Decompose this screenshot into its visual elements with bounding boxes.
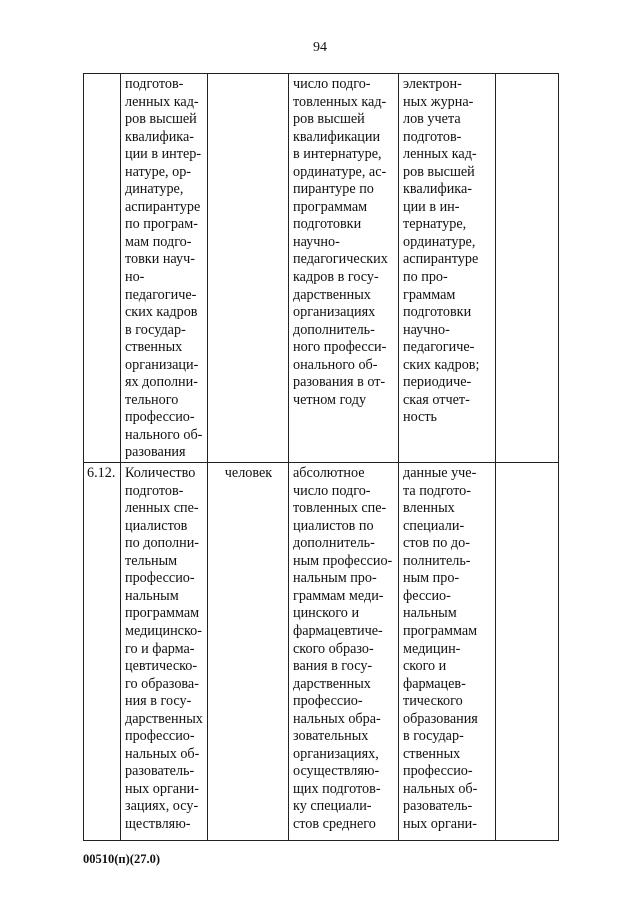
cell-extra	[496, 74, 559, 463]
cell-number: 6.12.	[84, 463, 121, 841]
cell-extra	[496, 463, 559, 841]
cell-data-source: электрон- ных журна- лов учета подготов- ленных кад- ров высшей квалифика- ции в ин- тернатуре, ординатуре, аспирантуре по про- граммам подготовки научно- педагогиче- ских кадров; периодиче- ская отчет- ность	[399, 74, 496, 463]
cell-number	[84, 74, 121, 463]
cell-calculation-method: абсолютное число подго- товленных спе- циалистов по дополнитель- ным профессио- нальным про- граммам меди- цинского и фармацевтиче- ского образо- вания в госу- дарственных профессио- нальных обра- зовательных организациях, осуществляю- щих подготов- ку специали- стов среднего	[289, 463, 399, 841]
cell-indicator-name: Количество подготов- ленных спе- циалистов по дополни- тельным профессио- нальным программам медицинско- го и фарма- цевтическо- го образова- ния в госу- дарственных профессио- нальных об- разователь- ных органи- зациях, осу- ществляю-	[121, 463, 208, 841]
cell-calculation-method: число подго- товленных кад- ров высшей квалификации в интернатуре, ординатуре, ас- пирантуре по программам подготовки научно- педагогических кадров в госу- дарственных организациях дополнитель- ного професси- онального об- разования в от- четном году	[289, 74, 399, 463]
table-row	[84, 463, 559, 841]
document-code: 00510(п)(27.0)	[83, 852, 160, 866]
cell-unit	[208, 74, 289, 463]
indicator-table	[83, 73, 559, 841]
cell-indicator-name: подготов- ленных кад- ров высшей квалифика- ции в интер- натуре, ор- динатуре, аспирантуре по програм- мам подго- товки науч- но- педагогиче- ских кадров в государ- ственных организаци- ях дополни- тельного профессио- нального об- разования	[121, 74, 208, 463]
page-number: 94	[313, 40, 327, 55]
cell-unit: человек	[208, 463, 289, 841]
table-row	[84, 74, 559, 463]
cell-data-source: данные уче- та подгото- вленных специали- стов по до- полнитель- ным про- фессио- нальным программам медицин- ского и фармацев- тического образования в государ- ственных профессио- нальных об- разователь- ных органи-	[399, 463, 496, 841]
